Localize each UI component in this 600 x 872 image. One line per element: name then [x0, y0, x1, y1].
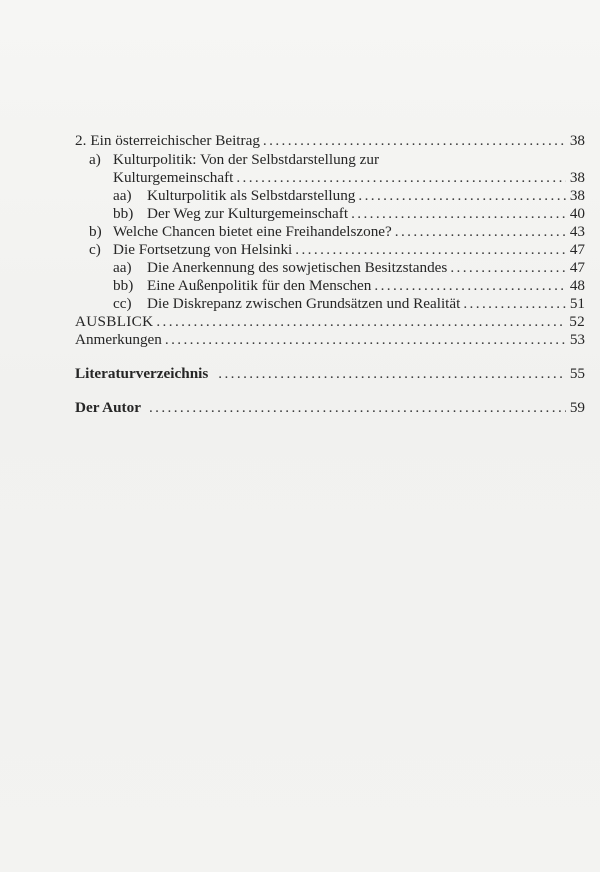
- toc-entry-title: Der Weg zur Kulturgemeinschaft: [147, 205, 349, 222]
- leader-dots: [351, 205, 566, 223]
- leader-dots: [149, 399, 566, 417]
- toc-entry-number: aa): [113, 259, 132, 276]
- leader-dots: [395, 223, 566, 241]
- toc-entry: [89, 241, 585, 259]
- toc-entry: [113, 187, 585, 205]
- leader-dots: [156, 313, 565, 331]
- leader-dots: [295, 241, 566, 259]
- toc-entry-number: bb): [113, 205, 134, 222]
- toc-entry: [75, 331, 585, 349]
- toc-entry: [113, 205, 585, 223]
- leader-dots: [263, 132, 566, 150]
- toc-entry-number: c): [89, 241, 101, 258]
- toc-entry: [75, 365, 585, 383]
- toc-entry-title: Literaturverzeichnis: [75, 365, 209, 382]
- leader-dots: [236, 169, 565, 187]
- toc-entry-page: 47: [569, 241, 585, 258]
- toc-entry-number: b): [89, 223, 102, 240]
- toc-entry-page: 48: [569, 277, 585, 294]
- toc-entry-page: 59: [569, 399, 585, 416]
- toc-entry: [113, 259, 585, 277]
- toc-entry-page: 38: [569, 132, 585, 149]
- toc-entry-page: 38: [569, 187, 585, 204]
- toc-entry-page: 51: [569, 295, 585, 312]
- toc-entry-page: 38: [569, 169, 585, 186]
- toc-entry-number: a): [89, 151, 101, 168]
- toc-entry-page: 47: [569, 259, 585, 276]
- toc-entry-title: Die Diskrepanz zwischen Grundsätzen und Realität: [147, 295, 461, 312]
- toc-entry-page: 52: [569, 313, 585, 330]
- toc-entry: [89, 223, 585, 241]
- toc-entry-number: aa): [113, 187, 132, 204]
- toc-entry-number: 2.: [75, 132, 87, 149]
- toc-entry-title: Der Autor: [75, 399, 141, 416]
- toc-entry: [113, 295, 585, 313]
- toc-entry: [75, 313, 585, 331]
- toc-entry: [113, 169, 585, 187]
- leader-dots: [463, 295, 565, 313]
- toc-entry: [75, 399, 585, 417]
- toc-entry-number: cc): [113, 295, 132, 312]
- leader-dots: [165, 331, 566, 349]
- toc-entry-title: Welche Chancen bietet eine Freihandelszone?: [113, 223, 392, 240]
- toc-entry: [89, 151, 585, 169]
- toc-entry-title: AUSBLICK: [75, 313, 154, 330]
- leader-dots: [450, 259, 566, 277]
- toc-entry-title: Kulturgemeinschaft: [113, 169, 234, 186]
- toc-entry-title: Kulturpolitik als Selbstdarstellung: [147, 187, 356, 204]
- leader-dots: [358, 187, 565, 205]
- toc-entry: [113, 277, 585, 295]
- toc-entry-page: 53: [569, 331, 585, 348]
- toc-entry-page: 55: [569, 365, 585, 382]
- toc-entry-title: Die Anerkennung des sowjetischen Besitzstandes: [147, 259, 448, 276]
- toc-entry-title: Ein österreichischer Beitrag: [90, 132, 260, 149]
- toc-entry-title: Eine Außenpolitik für den Menschen: [147, 277, 372, 294]
- toc-entry-page: 40: [569, 205, 585, 222]
- toc-entry-title: Anmerkungen: [75, 331, 162, 348]
- toc-entry-title: Kulturpolitik: Von der Selbstdarstellung zur: [113, 151, 380, 168]
- toc-entry-number: bb): [113, 277, 134, 294]
- toc-entry: [75, 132, 585, 150]
- toc-entry-title: Die Fortsetzung von Helsinki: [113, 241, 293, 258]
- leader-dots: [374, 277, 565, 295]
- leader-dots: [218, 365, 566, 383]
- toc-entry-page: 43: [569, 223, 585, 240]
